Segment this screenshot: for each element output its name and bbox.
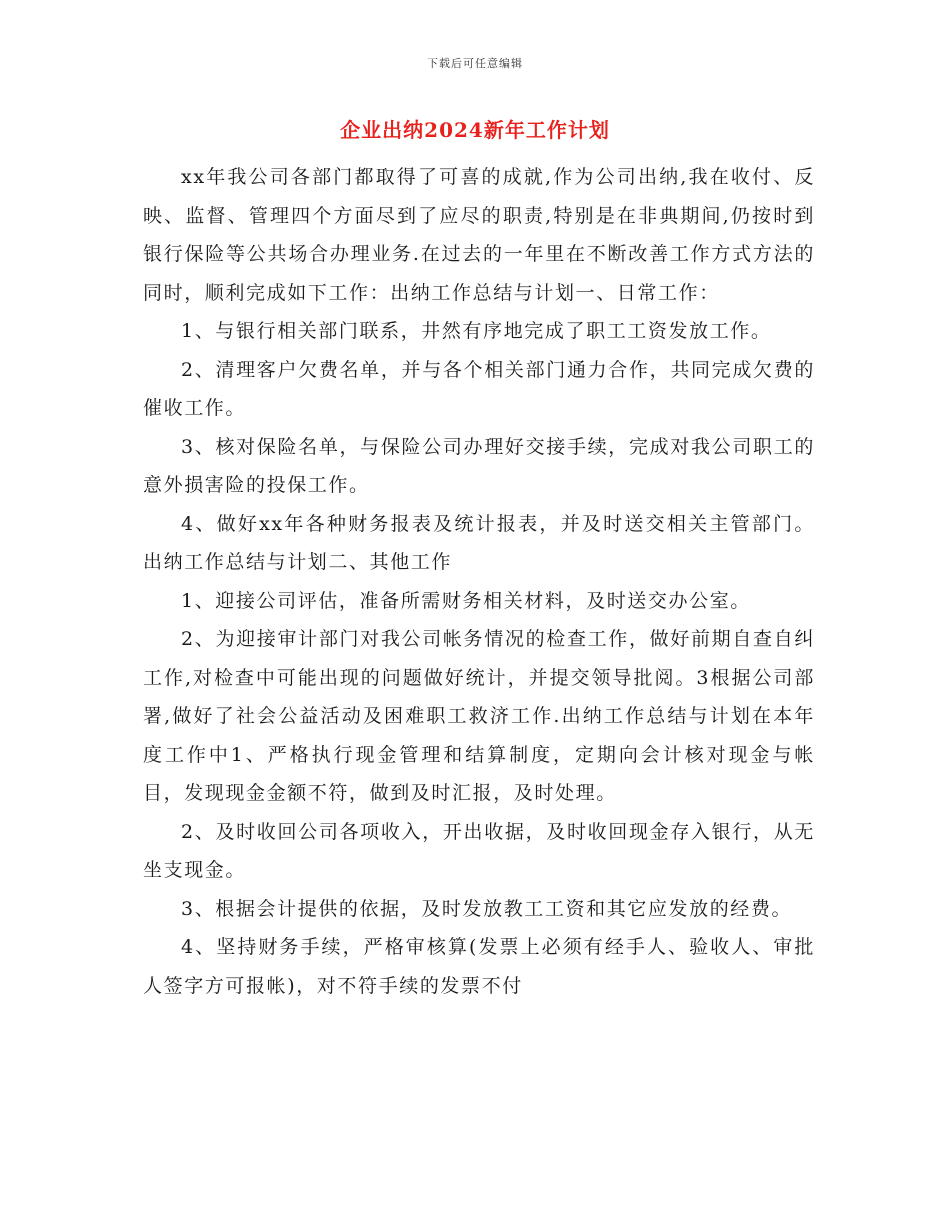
header-note: 下载后可任意编辑 bbox=[427, 57, 523, 70]
paragraph: 1、与银行相关部门联系，井然有序地完成了职工工资发放工作。 bbox=[181, 320, 772, 342]
document-body bbox=[143, 158, 815, 1005]
document-title: 企业出纳2024新年工作计划 bbox=[340, 118, 610, 142]
paragraph: 2、为迎接审计部门对我公司帐务情况的检查工作，做好前期自查自纠工作,对检查中可能出现的问题做好统计，并提交领导批阅。3根据公司部署,做好了社会公益活动及困难职工救济工作.出纳工作总结与计划在本年度工作中1、严格执行现金管理和结算制度，定期向会计核对现金与帐目，发现现金金额不符，做到及时汇报，及时处理。 bbox=[143, 628, 815, 804]
paragraph: 2、清理客户欠费名单，并与各个相关部门通力合作，共同完成欠费的催收工作。 bbox=[143, 358, 815, 419]
paragraph: 3、核对保险名单，与保险公司办理好交接手续，完成对我公司职工的意外损害险的投保工作。 bbox=[143, 435, 815, 496]
paragraph: xx年我公司各部门都取得了可喜的成就,作为公司出纳,我在收付、反映、监督、管理四个方面尽到了应尽的职责,特别是在非典期间,仍按时到银行保险等公共场合办理业务.在过去的一年里在不断改善工作方式方法的同时，顺利完成如下工作：出纳工作总结与计划一、日常工作： bbox=[143, 166, 815, 304]
paragraph: 4、坚持财务手续，严格审核算(发票上必须有经手人、验收人、审批人签字方可报帐)，对不符手续的发票不付 bbox=[143, 936, 815, 997]
paragraph: 2、及时收回公司各项收入，开出收据，及时收回现金存入银行，从无坐支现金。 bbox=[143, 820, 815, 881]
paragraph: 1、迎接公司评估，准备所需财务相关材料，及时送交办公室。 bbox=[181, 589, 751, 612]
paragraph: 3、根据会计提供的依据，及时发放教工工资和其它应发放的经费。 bbox=[181, 897, 793, 920]
paragraph: 4、做好xx年各种财务报表及统计报表，并及时送交相关主管部门。出纳工作总结与计划二、其他工作 bbox=[143, 512, 815, 573]
